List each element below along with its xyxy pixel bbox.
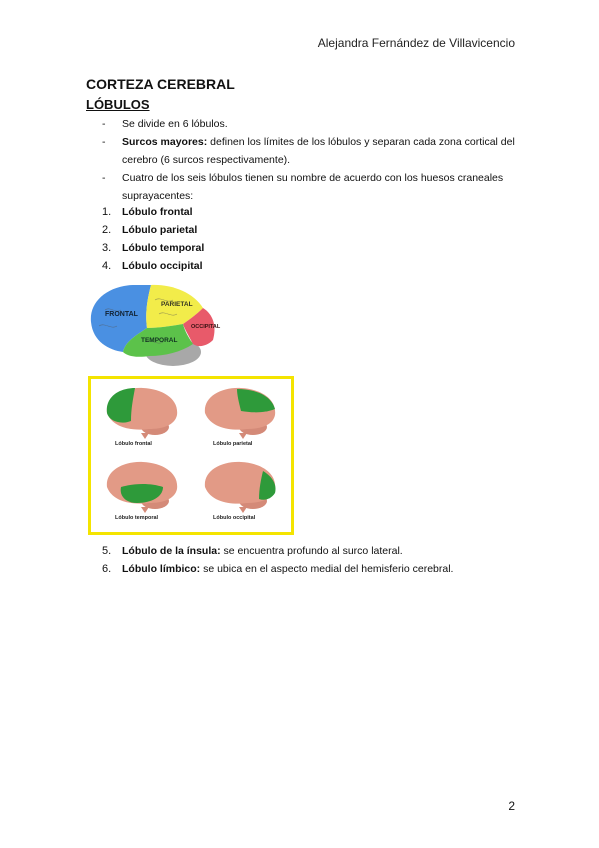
- list-item: - Se divide en 6 lóbulos.: [102, 118, 228, 130]
- list-item: [86, 203, 516, 221]
- list-item: [86, 239, 516, 257]
- temporal-lobe-brain-image: [101, 459, 183, 513]
- frontal-lobe-brain-image: [101, 385, 183, 439]
- item-text: se ubica en el aspecto medial del hemisferio cerebral.: [200, 563, 454, 575]
- page-title: CORTEZA CEREBRAL: [86, 76, 235, 92]
- list-item: - Cuatro de los seis lóbulos tienen su nombre de acuerdo con los huesos craneales suprayacentes:: [102, 172, 504, 202]
- list-item: - Surcos mayores: definen los límites de los lóbulos y separan cada zona cortical del cerebro (6 surcos respectivamente).: [102, 136, 515, 166]
- page-number: 2: [508, 799, 515, 813]
- parietal-lobe-brain-image: [199, 385, 281, 439]
- numbered-list: [86, 542, 516, 578]
- item-text: se encuentra profundo al surco lateral.: [220, 545, 403, 557]
- item-label: Lóbulo parietal: [122, 224, 198, 236]
- item-number: 1.: [102, 206, 112, 218]
- list-item: [86, 221, 516, 239]
- item-number: 2.: [102, 224, 112, 236]
- caption-occipital: Lóbulo occipital: [213, 515, 256, 521]
- list-item: [86, 257, 516, 275]
- section-subtitle: LÓBULOS: [86, 97, 150, 112]
- list-item-bold: Surcos mayores:: [122, 136, 208, 148]
- occipital-lobe-brain-image: [199, 459, 281, 513]
- list-item: [86, 542, 516, 560]
- list-item: [86, 560, 516, 578]
- numbered-list: [86, 203, 516, 275]
- brain-lobes-diagram: [85, 280, 225, 372]
- item-label: Lóbulo temporal: [122, 242, 205, 254]
- item-label: Lóbulo frontal: [122, 206, 193, 218]
- item-number: 6.: [102, 563, 112, 575]
- dash-list: [86, 115, 516, 205]
- caption-frontal: Lóbulo frontal: [115, 441, 152, 447]
- caption-temporal: Lóbulo temporal: [115, 515, 159, 521]
- list-item-text: Cuatro de los seis lóbulos tienen su nombre de acuerdo con los huesos craneales suprayacentes:: [122, 172, 504, 202]
- list-item-text: Se divide en 6 lóbulos.: [122, 118, 228, 130]
- item-number: 4.: [102, 260, 112, 272]
- item-number: 5.: [102, 545, 112, 557]
- lobe-figure-panel: [88, 376, 294, 535]
- temporal-label: TEMPORAL: [141, 337, 178, 344]
- item-label: Lóbulo de la ínsula:: [122, 545, 221, 557]
- author-header: Alejandra Fernández de Villavicencio: [317, 36, 515, 50]
- item-label: Lóbulo occipital: [122, 260, 203, 272]
- parietal-label: PARIETAL: [161, 301, 193, 308]
- item-number: 3.: [102, 242, 112, 254]
- frontal-label: FRONTAL: [105, 311, 138, 318]
- occipital-label: OCCIPITAL: [191, 324, 221, 330]
- item-label: Lóbulo límbico:: [122, 563, 201, 575]
- list-item-text: definen los límites de los lóbulos y separan cada zona cortical del cerebro (6 surcos respectivamente).: [122, 136, 515, 166]
- caption-parietal: Lóbulo parietal: [213, 441, 253, 447]
